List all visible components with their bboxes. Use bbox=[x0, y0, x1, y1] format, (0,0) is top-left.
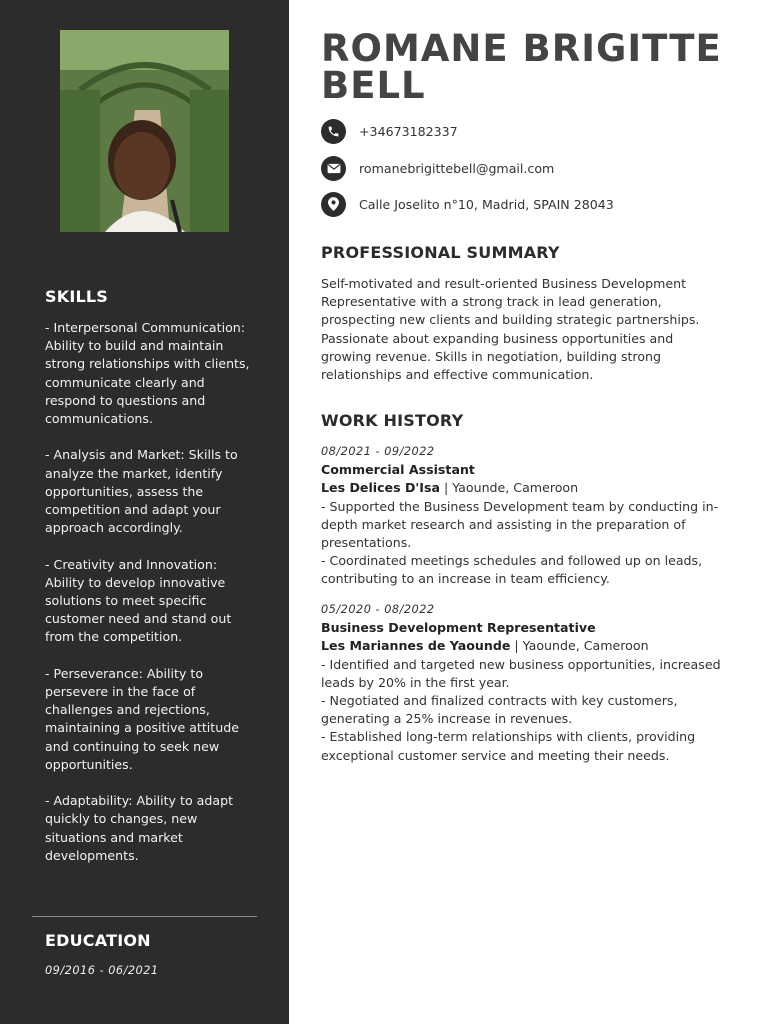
postal-address: Calle Joselito n°10, Madrid, SPAIN 28043 bbox=[359, 196, 614, 212]
location-pin-icon bbox=[321, 192, 346, 217]
phone-number[interactable]: +34673182337 bbox=[359, 123, 458, 139]
email-address[interactable]: romanebrigittebell@gmail.com bbox=[359, 160, 555, 176]
job-bullet: - Coordinated meetings schedules and followed up on leads, contributing to an increase in team efficiency. bbox=[321, 553, 703, 587]
envelope-icon bbox=[321, 156, 346, 181]
job-bullet: - Negotiated and finalized contracts with key customers, generating a 25% increase in revenues. bbox=[321, 693, 678, 727]
job-employer-line: Les Mariannes de Yaounde | Yaounde, Cameroon bbox=[321, 638, 649, 654]
job-company: Les Delices D'Isa bbox=[321, 480, 440, 496]
contact-address bbox=[321, 191, 614, 217]
candidate-name: ROMANE BRIGITTE BELL bbox=[321, 27, 722, 107]
job-bullet: - Identified and targeted new business opportunities, increased leads by 20% in the first year. bbox=[321, 656, 721, 690]
skills-list bbox=[45, 319, 254, 883]
sidebar bbox=[0, 0, 289, 1024]
skill-item: - Analysis and Market: Skills to analyze the market, identify opportunities, assess the competition and adapt your approach accordingly. bbox=[45, 447, 242, 536]
contact-email bbox=[321, 155, 554, 181]
job-location: Yaounde, Cameroon bbox=[522, 638, 649, 654]
job-bullet: - Established long-term relationships with clients, providing exceptional customer service and meeting their needs. bbox=[321, 729, 696, 763]
skill-item: - Perseverance: Ability to persevere in the face of challenges and rejections, maintaining a positive attitude and continuing to seek new opportunities. bbox=[45, 665, 243, 772]
sidebar-divider bbox=[32, 916, 257, 917]
profile-photo-image bbox=[60, 30, 229, 232]
education-date: 09/2016 - 06/2021 bbox=[45, 964, 159, 977]
skills-heading: SKILLS bbox=[45, 287, 108, 306]
skill-item: - Interpersonal Communication: Ability to build and maintain strong relationships with clients, communicate clearly and respond to questions and communications. bbox=[45, 320, 254, 427]
phone-icon bbox=[321, 119, 346, 144]
education-heading: EDUCATION bbox=[45, 931, 151, 950]
work-history-heading: WORK HISTORY bbox=[321, 411, 464, 430]
job-dates: 08/2021 - 09/2022 bbox=[321, 445, 435, 458]
job-employer-line: Les Delices D'Isa | Yaounde, Cameroon bbox=[321, 480, 579, 496]
job-location: Yaounde, Cameroon bbox=[452, 480, 579, 496]
job-title: Commercial Assistant bbox=[321, 462, 475, 478]
job-bullet: - Supported the Business Development team by conducting in-depth market research and assisting in the preparation of presentations. bbox=[321, 498, 719, 551]
profile-photo bbox=[60, 30, 229, 232]
job-entry bbox=[321, 601, 741, 765]
summary-text: Self-motivated and result-oriented Business Development Representative with a strong track in lead generation, prospecting new clients and building strategic partnerships. Passionate about expanding business opportunities and growing revenue. Skills in negotiation, building strong relationships and effective communication. bbox=[321, 276, 700, 383]
contact-phone bbox=[321, 118, 458, 144]
summary-heading: PROFESSIONAL SUMMARY bbox=[321, 243, 560, 262]
job-company: Les Mariannes de Yaounde bbox=[321, 638, 511, 654]
job-entry bbox=[321, 443, 741, 589]
skill-item: - Creativity and Innovation: Ability to develop innovative solutions to meet specific customer need and stand out from the competition. bbox=[45, 556, 236, 645]
job-title: Business Development Representative bbox=[321, 620, 596, 636]
skill-item: - Adaptability: Ability to adapt quickly to changes, new situations and market developments. bbox=[45, 793, 238, 863]
job-dates: 05/2020 - 08/2022 bbox=[321, 603, 435, 616]
